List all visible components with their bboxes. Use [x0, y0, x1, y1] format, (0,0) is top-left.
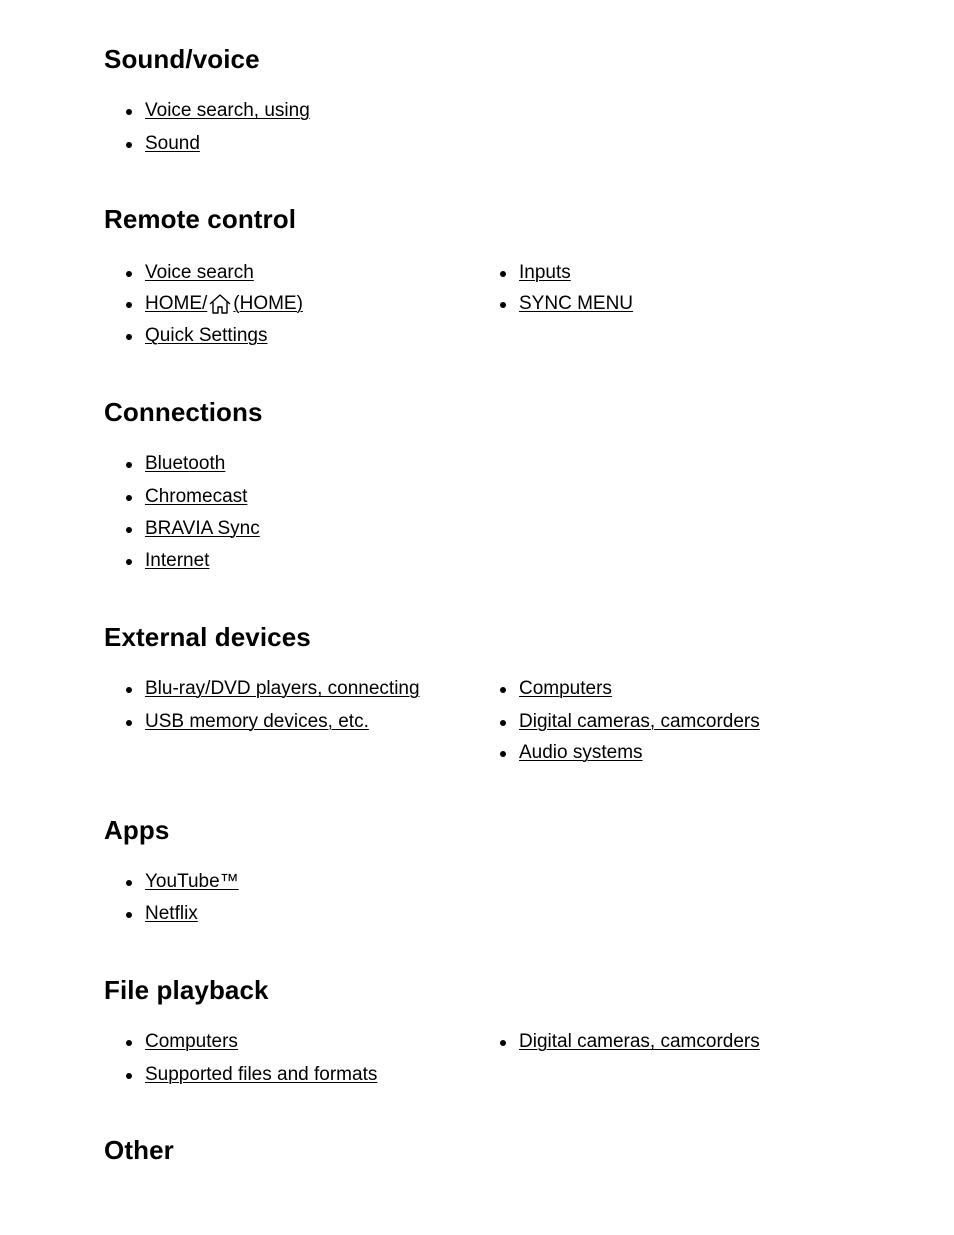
- list-item: [104, 550, 260, 572]
- section-apps: [104, 815, 924, 845]
- section-heading: File playback: [104, 975, 269, 1005]
- section-heading: Remote control: [104, 204, 297, 234]
- link-home-prefix: HOME/: [145, 293, 208, 314]
- section-heading: External devices: [104, 622, 311, 652]
- link-list-right: [478, 678, 760, 764]
- list-item: [104, 1064, 377, 1086]
- link-list-left: [104, 453, 260, 572]
- list-item: [478, 678, 760, 700]
- link-bluetooth[interactable]: Bluetooth: [145, 453, 226, 474]
- link-chromecast[interactable]: Chromecast: [145, 485, 248, 507]
- link-computers[interactable]: Computers: [145, 1031, 238, 1052]
- link-usb-memory-devices[interactable]: USB memory devices, etc.: [145, 710, 369, 732]
- section-heading: Other: [104, 1135, 174, 1165]
- link-digital-cameras[interactable]: Digital cameras, camcorders: [519, 1031, 760, 1052]
- link-inputs[interactable]: Inputs: [519, 262, 571, 283]
- home-icon: [208, 293, 232, 315]
- list-item: [478, 293, 633, 315]
- section-file-playback: [104, 975, 924, 1005]
- link-home-suffix: (HOME): [233, 293, 303, 314]
- link-voice-search[interactable]: Voice search: [145, 262, 254, 283]
- section-external-devices: [104, 622, 924, 652]
- list-item: [104, 293, 303, 315]
- section-heading: Apps: [104, 815, 170, 845]
- section-sound-voice: [104, 44, 924, 74]
- list-item: [104, 100, 310, 122]
- list-item: [104, 325, 303, 347]
- link-digital-cameras[interactable]: Digital cameras, camcorders: [519, 710, 760, 732]
- link-list-left: [104, 678, 420, 733]
- list-item: [478, 742, 760, 764]
- link-quick-settings[interactable]: Quick Settings: [145, 325, 268, 346]
- link-home[interactable]: [145, 293, 303, 314]
- list-item: [104, 518, 260, 540]
- list-item: [104, 133, 310, 155]
- list-item: [478, 262, 633, 284]
- link-computers[interactable]: Computers: [519, 678, 612, 699]
- list-item: [478, 711, 760, 733]
- section-connections: [104, 397, 924, 427]
- link-audio-systems[interactable]: Audio systems: [519, 742, 643, 763]
- link-sound[interactable]: Sound: [145, 132, 200, 154]
- link-list-left: [104, 262, 303, 347]
- list-item: [104, 453, 260, 475]
- list-item: [104, 1031, 377, 1053]
- section-heading: Sound/voice: [104, 44, 260, 74]
- link-supported-files-formats[interactable]: Supported files and formats: [145, 1063, 378, 1085]
- link-bluray-dvd-players[interactable]: Blu-ray/DVD players, connecting: [145, 678, 420, 699]
- list-item: [104, 678, 420, 700]
- link-bravia-sync[interactable]: BRAVIA Sync: [145, 517, 260, 539]
- list-item: [104, 486, 260, 508]
- link-list-left: [104, 871, 239, 925]
- section-heading: Connections: [104, 397, 263, 427]
- link-list-left: [104, 1031, 377, 1086]
- link-sync-menu[interactable]: SYNC MENU: [519, 293, 634, 314]
- list-item: [104, 711, 420, 733]
- section-remote-control: [104, 204, 924, 234]
- section-other: [104, 1135, 924, 1165]
- link-list-right: [478, 1031, 760, 1053]
- list-item: [104, 871, 239, 893]
- link-list-left: [104, 100, 310, 155]
- link-youtube[interactable]: YouTube™: [145, 871, 239, 892]
- link-voice-search-using[interactable]: Voice search, using: [145, 100, 310, 121]
- link-netflix[interactable]: Netflix: [145, 902, 198, 924]
- link-internet[interactable]: Internet: [145, 549, 210, 571]
- list-item: [478, 1031, 760, 1053]
- list-item: [104, 262, 303, 284]
- list-item: [104, 903, 239, 925]
- link-list-right: [478, 262, 633, 315]
